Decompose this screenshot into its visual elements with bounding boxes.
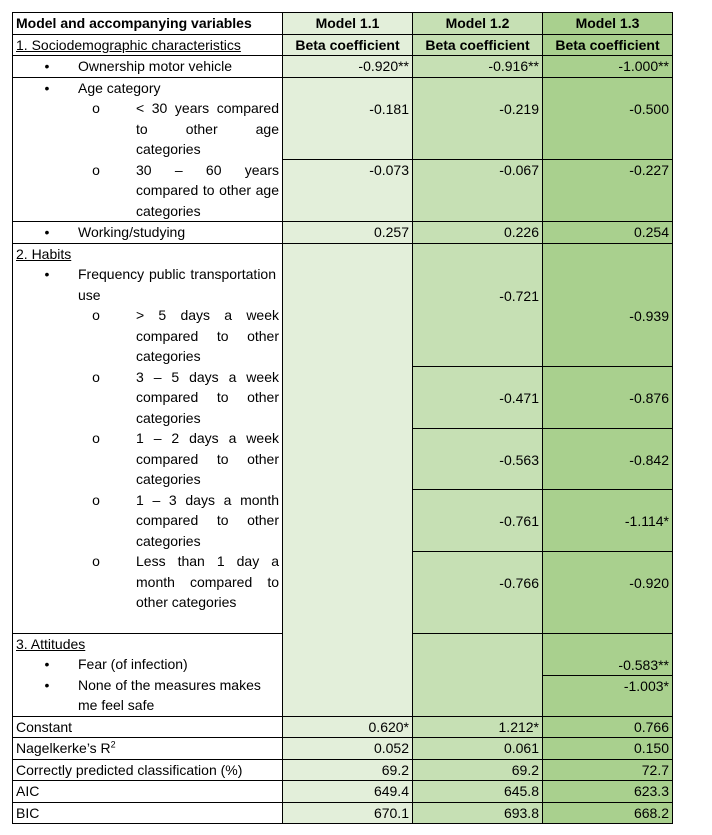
row-label: • Ownership motor vehicle <box>13 56 283 78</box>
table-row <box>13 243 673 367</box>
cell-m1: 69.2 <box>283 759 413 781</box>
cell-m2: 1.212* <box>413 716 543 738</box>
cell-m3: 72.7 <box>543 759 673 781</box>
bullet-icon: • <box>44 224 50 240</box>
cell-m2: -0.219 <box>413 77 543 160</box>
table-row <box>13 160 673 222</box>
cell-m3: -1.000** <box>543 56 673 78</box>
table-row <box>13 759 673 781</box>
circle-bullet-icon: o <box>92 553 100 569</box>
circle-bullet-icon: o <box>92 307 100 323</box>
table-row <box>13 56 673 78</box>
header-model-1-1: Model 1.1 <box>283 13 413 35</box>
table-row <box>13 802 673 824</box>
header-variables: Model and accompanying variables <box>13 13 283 35</box>
cell-m3: 0.766 <box>543 716 673 738</box>
cell-m3: -0.876 <box>543 367 673 429</box>
cell-m1: -0.181 <box>283 77 413 160</box>
cell-m2: -0.563 <box>413 428 543 490</box>
cell-m3: 668.2 <box>543 802 673 824</box>
cell-m2: -0.067 <box>413 160 543 222</box>
cell-m3: -0.583** <box>543 634 672 677</box>
section-habits-title: 2. Habits <box>16 245 72 262</box>
regression-results-table <box>12 12 673 824</box>
cell-m2-empty <box>413 633 543 716</box>
cell-m2: 0.061 <box>413 738 543 760</box>
cell-m1: 649.4 <box>283 781 413 803</box>
bullet-icon: • <box>44 79 50 96</box>
cell-m2: 693.8 <box>413 802 543 824</box>
cell-m1: 0.620* <box>283 716 413 738</box>
row-label: 3. Attitudes • Fear (of infection) • None of the measures makes me feel safe <box>13 633 283 716</box>
table-row <box>13 222 673 244</box>
row-label: Nagelkerke’s $R^2$ <box>13 738 283 760</box>
cell-m2: -0.471 <box>413 367 543 429</box>
bullet-icon: • <box>44 676 50 693</box>
bullet-icon: • <box>44 656 50 672</box>
cell-m3: 0.254 <box>543 222 673 244</box>
circle-bullet-icon: o <box>92 368 100 385</box>
cell-m1: -0.920** <box>283 56 413 78</box>
cell-m2: -0.766 <box>413 551 543 633</box>
bullet-icon: • <box>44 58 50 74</box>
beta-header-3: Beta coefficient <box>543 34 673 56</box>
bullet-icon: • <box>44 266 50 282</box>
row-label: o Less than 1 day a month compared to other categories <box>13 551 283 633</box>
row-label: • Working/studying <box>13 222 283 244</box>
beta-header-1: Beta coefficient <box>283 34 413 56</box>
cell-m2: -0.916** <box>413 56 543 78</box>
row-label: Correctly predicted classification (%) <box>13 759 283 781</box>
beta-header-2: Beta coefficient <box>413 34 543 56</box>
row-label: • Age category o < 30 years compared to other age categories <box>13 77 283 160</box>
cell-m3: -0.500 <box>543 77 673 160</box>
cell-m1-empty <box>283 243 413 716</box>
cell-m1: 670.1 <box>283 802 413 824</box>
cell-m3: -1.003* <box>623 678 669 694</box>
row-label: o 1 – 2 days a week compared to other categories <box>13 428 283 490</box>
row-label: o 1 – 3 days a month compared to other categories <box>13 490 283 552</box>
cell-m3: -1.114* <box>543 490 673 552</box>
section-attitudes-title: 3. Attitudes <box>16 635 86 652</box>
section-socio-row <box>13 34 673 56</box>
cell-m3: 0.150 <box>543 738 673 760</box>
circle-bullet-icon: o <box>92 430 100 446</box>
row-label: o 30 – 60 years compared to other age categories <box>13 160 283 222</box>
circle-bullet-icon: o <box>92 100 100 116</box>
table-row <box>13 716 673 738</box>
cell-m1: 0.257 <box>283 222 413 244</box>
row-label: AIC <box>13 781 283 803</box>
results-table-wrapper <box>12 12 673 824</box>
cell-m2: 0.226 <box>413 222 543 244</box>
header-model-1-2: Model 1.2 <box>413 13 543 35</box>
cell-m3: 623.3 <box>543 781 673 803</box>
section-socio-title: 1. Sociodemographic characteristics <box>13 34 283 56</box>
cell-m2: -0.721 <box>413 243 543 367</box>
row-label: BIC <box>13 802 283 824</box>
table-row <box>13 77 673 160</box>
cell-m3-group <box>543 633 673 716</box>
cell-m3: -0.920 <box>543 551 673 633</box>
header-row <box>13 13 673 35</box>
table-row <box>13 738 673 760</box>
table-row <box>13 781 673 803</box>
circle-bullet-icon: o <box>92 491 100 508</box>
cell-m2: 645.8 <box>413 781 543 803</box>
cell-m1: 0.052 <box>283 738 413 760</box>
row-label: 2. Habits • Frequency public transportation use o > 5 days a week compared to other categories <box>13 243 283 367</box>
cell-m3: -0.227 <box>543 160 673 222</box>
row-label: Constant <box>13 716 283 738</box>
row-label: o 3 – 5 days a week compared to other categories <box>13 367 283 429</box>
header-model-1-3: Model 1.3 <box>543 13 673 35</box>
cell-m2: -0.761 <box>413 490 543 552</box>
cell-m3: -0.842 <box>543 428 673 490</box>
cell-m3: -0.939 <box>543 243 673 367</box>
circle-bullet-icon: o <box>92 161 100 178</box>
cell-m2: 69.2 <box>413 759 543 781</box>
cell-m1: -0.073 <box>283 160 413 222</box>
